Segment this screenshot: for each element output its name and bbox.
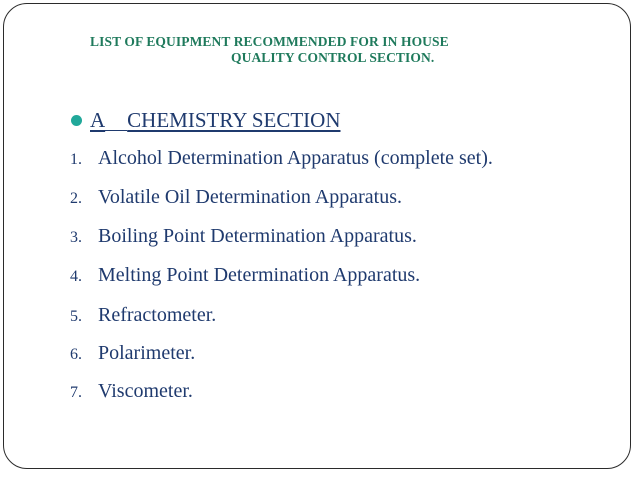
title-line-1: LIST OF EQUIPMENT RECOMMENDED FOR IN HOUSE xyxy=(90,34,449,49)
list-item-text: Refractometer. xyxy=(98,304,217,326)
list-item-number: 3. xyxy=(70,229,82,246)
list-item-number: 1. xyxy=(70,151,82,168)
section-underline-gap xyxy=(105,113,127,131)
list-item-number: 7. xyxy=(70,384,82,401)
section-heading xyxy=(71,108,341,133)
list-item xyxy=(70,147,493,170)
list-item-text: Alcohol Determination Apparatus (complete set). xyxy=(98,147,493,169)
section-letter: A xyxy=(90,108,106,132)
list-item-number: 4. xyxy=(70,268,82,285)
list-item-number: 2. xyxy=(70,190,82,207)
section-title: CHEMISTRY SECTION xyxy=(127,108,341,132)
bullet-icon xyxy=(71,115,82,126)
title-line-2: QUALITY CONTROL SECTION. xyxy=(231,50,435,65)
list-item xyxy=(70,304,216,327)
list-item xyxy=(70,380,193,403)
list-item-number: 5. xyxy=(70,308,82,325)
list-item-text: Volatile Oil Determination Apparatus. xyxy=(98,186,403,208)
list-item xyxy=(70,186,402,209)
list-item xyxy=(70,225,417,248)
list-item-text: Melting Point Determination Apparatus. xyxy=(98,264,421,286)
list-item-number: 6. xyxy=(70,346,82,363)
list-item-text: Viscometer. xyxy=(98,380,193,402)
list-item-text: Polarimeter. xyxy=(98,342,196,364)
list-item xyxy=(70,264,420,287)
list-item xyxy=(70,342,195,365)
list-item-text: Boiling Point Determination Apparatus. xyxy=(98,225,417,247)
